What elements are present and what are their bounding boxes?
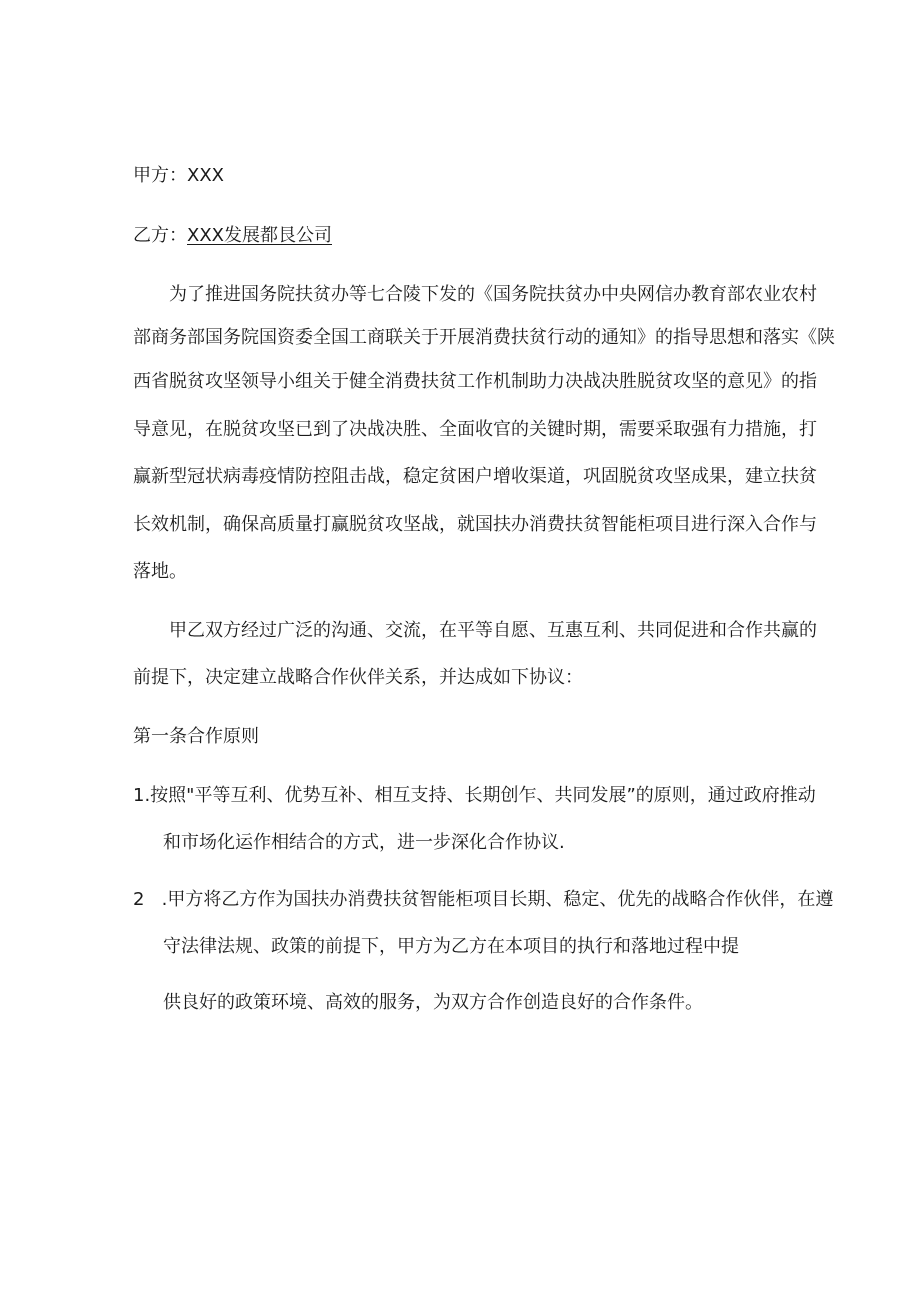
article-one-title: 第一条合作原则 [133, 726, 259, 747]
intro-line: 为了推进国务院扶贫办等七合陵下发的《国务院扶贫办中央网信办教育部农业农村 [169, 284, 817, 305]
intro-line: 西省脱贫攻坚领导小组关于健全消费扶贫工作机制助力决战决胜脱贫攻坚的意见》的指 [133, 371, 817, 392]
intro-line: 赢新型冠状病毒疫情防控阻击战，稳定贫困户增收渠道，巩固脱贫攻坚成果，建立扶贫 [133, 466, 817, 487]
intro-line: 长效机制，确保高质量打赢脱贫攻坚战，就国扶办消费扶贫智能柜项目进行深入合作与 [133, 514, 817, 535]
party-b-name: XXX发展都艮公司 [187, 225, 332, 246]
clause-2-line: 守法律法规、政策的前提下，甲方为乙方在本项目的执行和落地过程中提 [163, 936, 739, 957]
party-b-line [133, 224, 332, 248]
party-a-text: 甲方：XXX [133, 165, 224, 186]
intro-line: 部商务部国务院国资委全国工商联关于开展消费扶贫行动的通知》的指导思想和落实《陕 [133, 327, 835, 348]
party-a-line [133, 164, 224, 188]
clause-1-line: 和市场化运作相结合的方式，进一步深化合作协议. [163, 832, 565, 853]
agreement-line: 甲乙双方经过广泛的沟通、交流，在平等自愿、互惠互利、共同促进和合作共赢的 [169, 620, 817, 641]
clause-2-line: 供良好的政策环境、高效的服务，为双方合作创造良好的合作条件。 [163, 992, 703, 1013]
intro-line: 落地。 [133, 561, 187, 582]
clause-2-line: 2 .甲方将乙方作为国扶办消费扶贫智能柜项目长期、稳定、优先的战略合作伙伴，在遵 [133, 889, 834, 910]
agreement-line: 前提下，决定建立战略合作伙伴关系，并达成如下协议： [133, 667, 583, 688]
clause-1-line: 1.按照"平等互利、优势互补、相互支持、长期创乍、共同发展”的原则，通过政府推动 [133, 785, 816, 806]
party-b-prefix: 乙方： [133, 225, 187, 246]
intro-line: 导意见，在脱贫攻坚已到了决战决胜、全面收官的关键时期，需要采取强有力措施，打 [133, 419, 817, 440]
